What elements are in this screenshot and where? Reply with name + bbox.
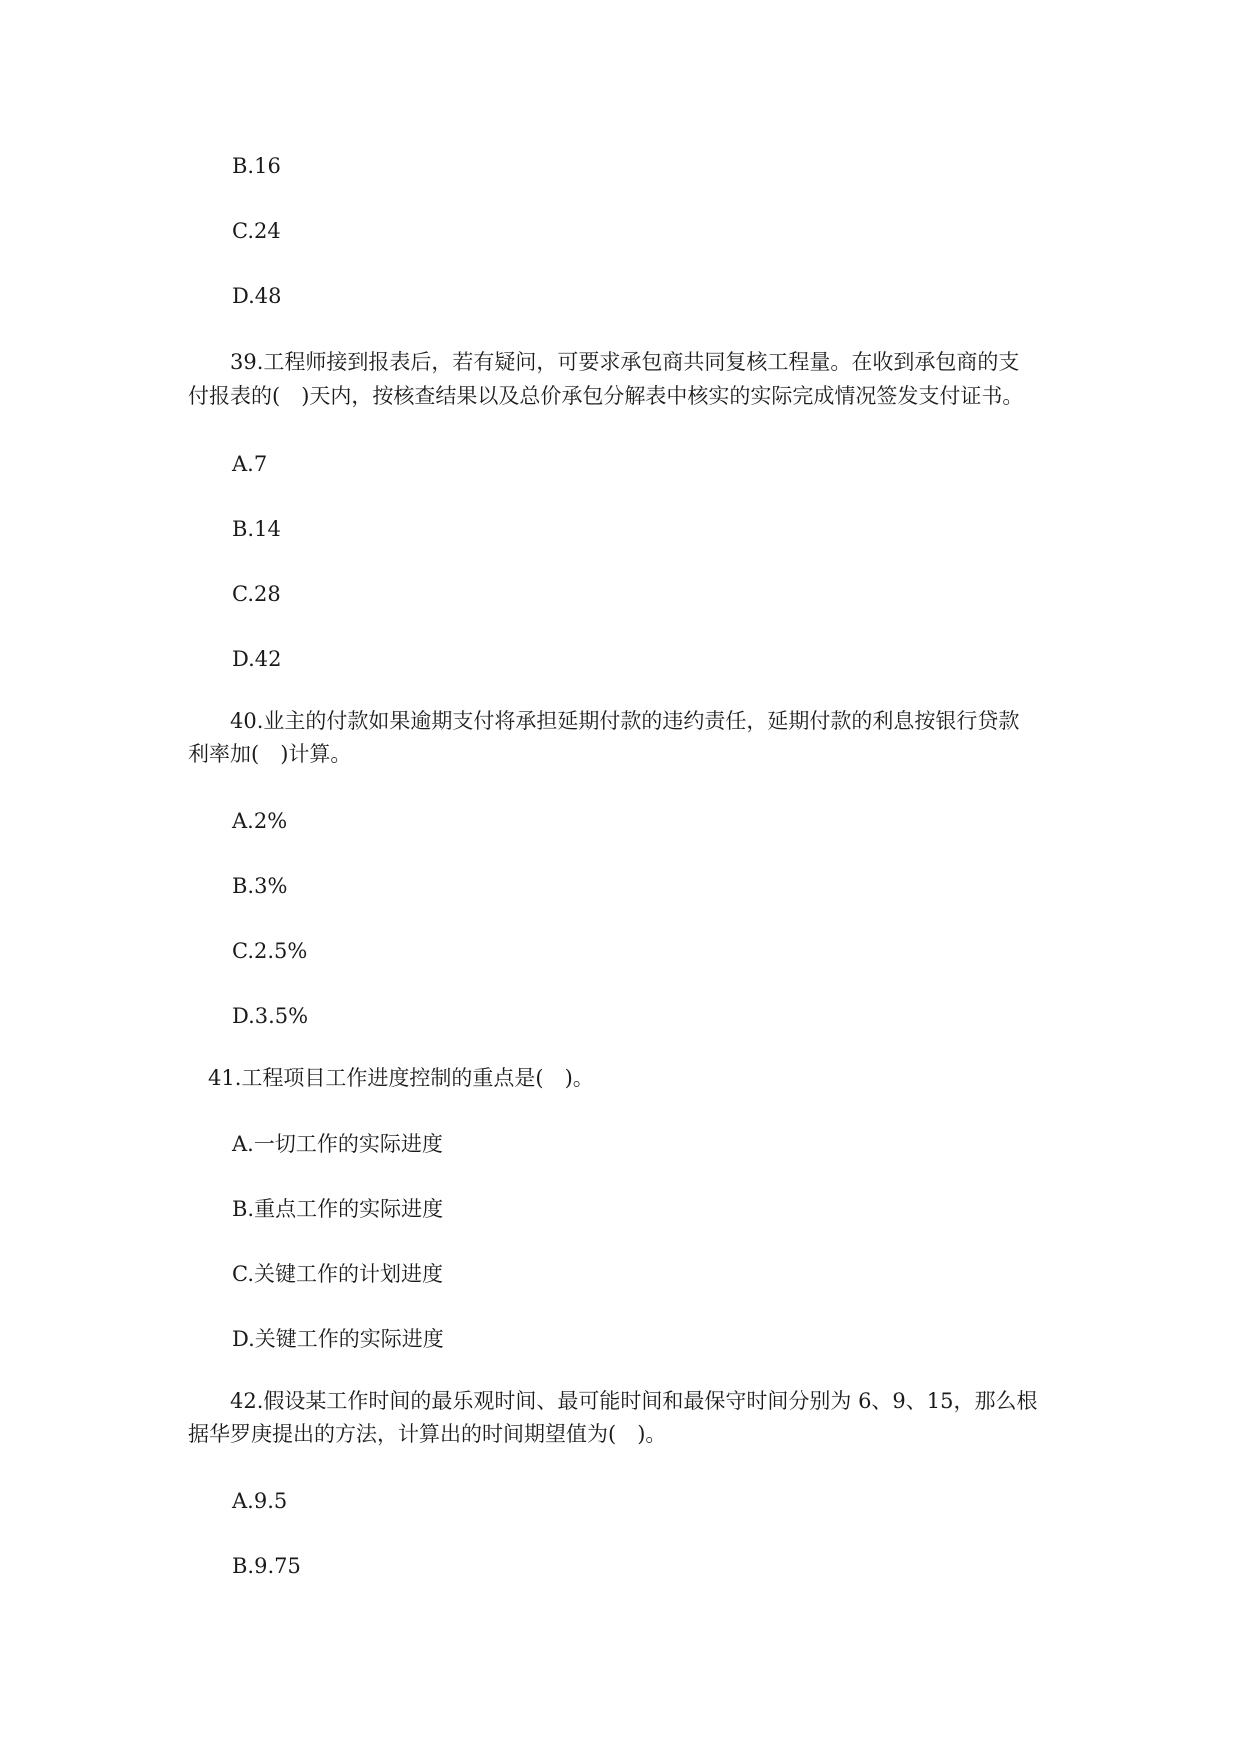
question-39-line-2: 付报表的( )天内，按核查结果以及总价承包分解表中核实的实际完成情况签发支付证书。 (188, 384, 1024, 408)
question-41-option-c: C.关键工作的计划进度 (232, 1262, 443, 1286)
question-39-option-b: B.14 (232, 517, 281, 541)
question-40-line-2: 利率加( )计算。 (188, 742, 352, 766)
question-41-option-d: D.关键工作的实际进度 (232, 1327, 444, 1351)
question-40-option-b: B.3% (232, 874, 288, 898)
option-c: C.24 (232, 219, 281, 243)
option-b: B.16 (232, 154, 281, 178)
question-41: 41.工程项目工作进度控制的重点是( )。 (208, 1066, 594, 1090)
question-39-option-a: A.7 (232, 452, 268, 476)
option-d: D.48 (232, 284, 282, 308)
question-41-option-b: B.重点工作的实际进度 (232, 1197, 444, 1221)
question-39-line-1: 39.工程师接到报表后，若有疑问，可要求承包商共同复核工程量。在收到承包商的支 (230, 350, 1020, 374)
question-42-line-2: 据华罗庚提出的方法，计算出的时间期望值为( )。 (188, 1422, 667, 1446)
question-40-option-d: D.3.5% (232, 1004, 309, 1028)
question-39-option-d: D.42 (232, 647, 282, 671)
question-40-line-1: 40.业主的付款如果逾期支付将承担延期付款的违约责任，延期付款的利息按银行贷款 (230, 709, 1020, 733)
question-42-option-b: B.9.75 (232, 1554, 301, 1578)
question-41-option-a: A.一切工作的实际进度 (232, 1132, 443, 1156)
question-39-option-c: C.28 (232, 582, 281, 606)
question-40-option-a: A.2% (232, 809, 288, 833)
question-42-option-a: A.9.5 (232, 1489, 288, 1513)
question-42-line-1: 42.假设某工作时间的最乐观时间、最可能时间和最保守时间分别为 6、9、15，那么根 (230, 1389, 1038, 1413)
question-40-option-c: C.2.5% (232, 939, 308, 963)
